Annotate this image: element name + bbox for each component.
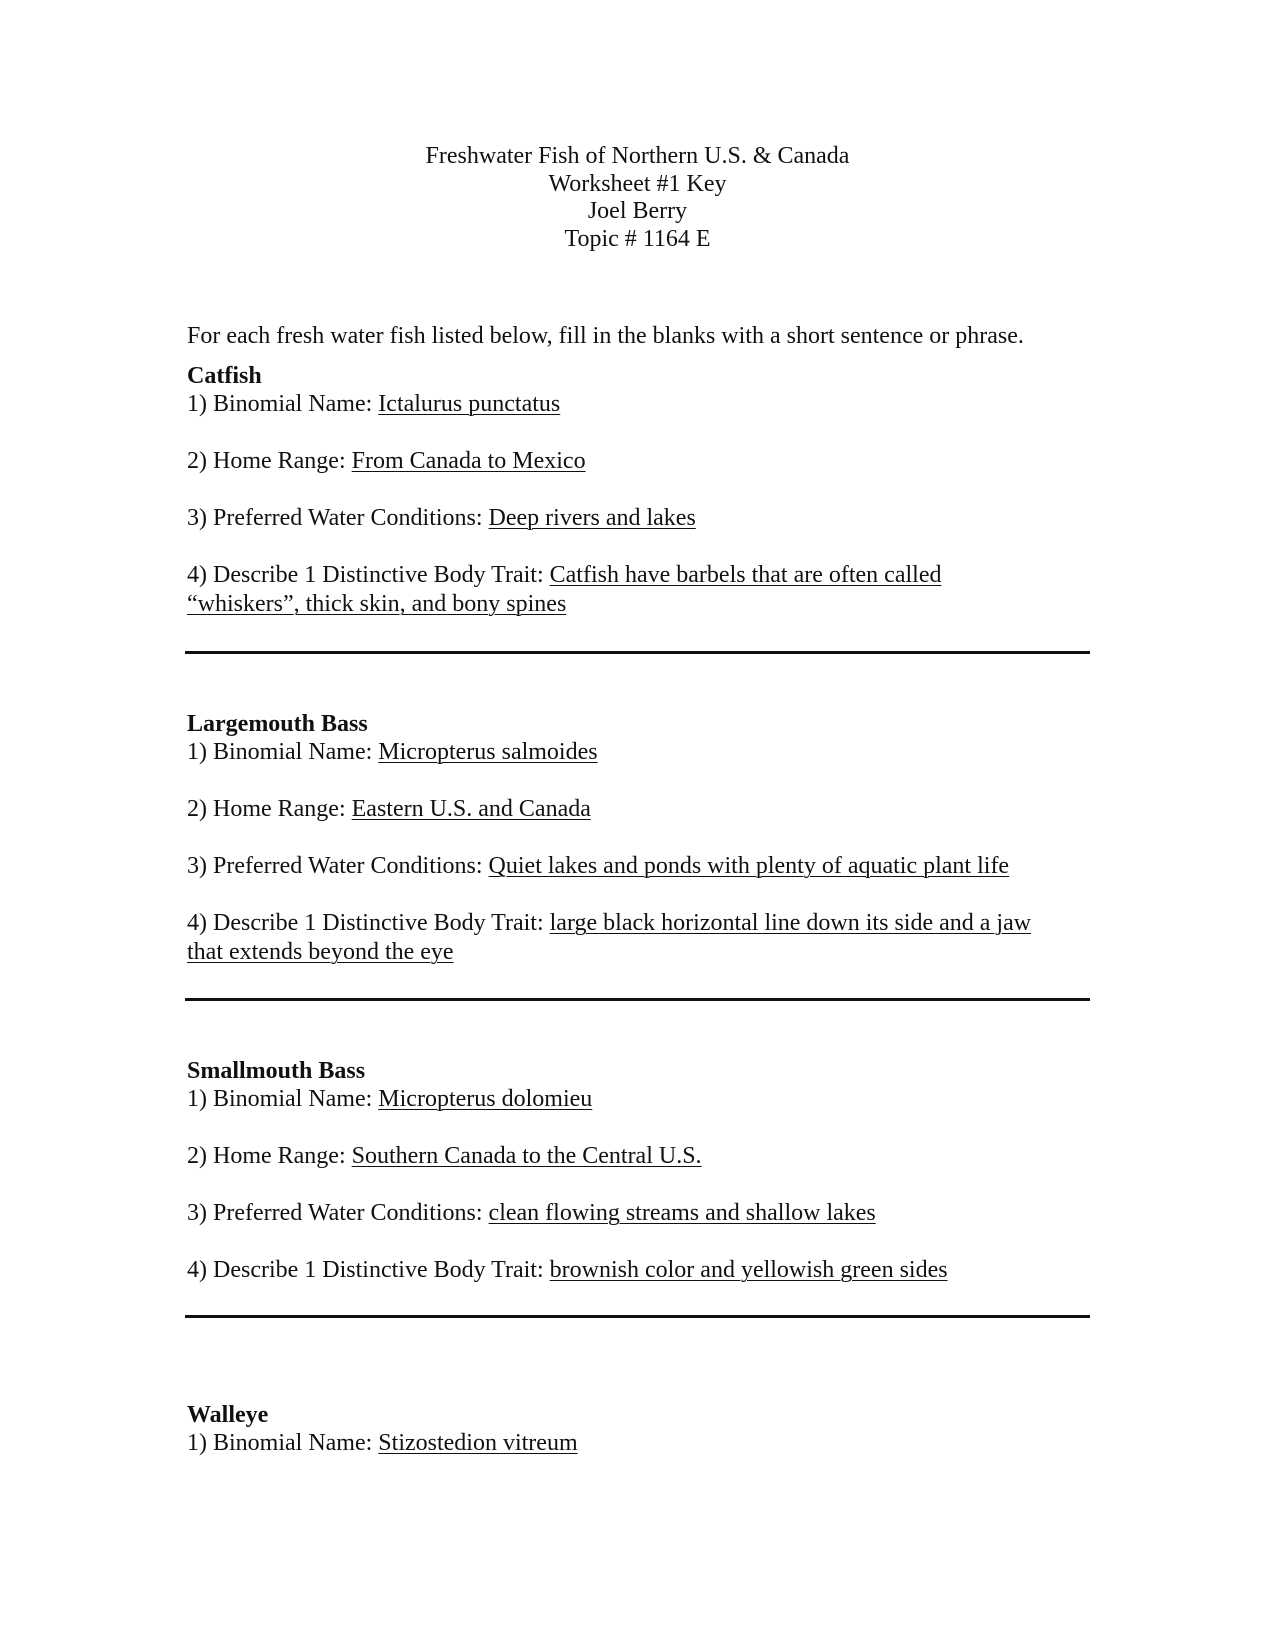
question-water-conditions [187,1199,1087,1228]
question-water-conditions [187,852,1087,881]
answer-text: clean flowing streams and shallow lakes [488,1200,876,1226]
question-home-range [187,1142,1087,1171]
answer-text: Eastern U.S. and Canada [351,796,591,822]
document-title: Freshwater Fish of Northern U.S. & Canada [425,143,850,169]
question-label: 2) Home Range: [187,796,352,822]
topic-number: Topic # 1164 E [564,225,711,252]
question-label: 2) Home Range: [187,448,352,474]
question-body-trait [187,909,1067,967]
answer-text: brownish color and yellowish green sides [549,1257,948,1283]
question-label: 4) Describe 1 Distinctive Body Trait: [187,910,550,936]
question-label: 3) Preferred Water Conditions: [187,505,489,531]
fish-section-walleye [187,1401,1087,1458]
question-binomial-name [187,390,1087,419]
question-body-trait [187,561,957,619]
section-divider [185,1315,1090,1318]
author-name: Joel Berry [587,198,688,224]
question-water-conditions [187,504,1087,533]
worksheet-label: Worksheet #1 Key [548,170,727,197]
document-header [0,143,1275,253]
question-binomial-name [187,738,1087,767]
question-home-range [187,447,1087,476]
answer-text: Ictalurus punctatus [378,391,561,417]
question-label: 2) Home Range: [187,1143,352,1169]
answer-text: Stizostedion vitreum [378,1430,578,1456]
answer-text: Micropterus dolomieu [378,1086,593,1112]
question-label: 1) Binomial Name: [187,1430,379,1456]
question-label: 1) Binomial Name: [187,1086,379,1112]
question-body-trait [187,1256,1087,1285]
answer-text: Southern Canada to the Central U.S. [351,1143,702,1169]
instructions-text: For each fresh water fish listed below, fill in the blanks with a short sentence or phrase. [187,323,1024,349]
fish-section-largemouth-bass [187,710,1087,967]
fish-name: Catfish [187,363,262,389]
question-label: 4) Describe 1 Distinctive Body Trait: [187,1257,550,1283]
answer-text: From Canada to Mexico [351,448,586,474]
question-binomial-name [187,1085,1087,1114]
question-label: 1) Binomial Name: [187,391,379,417]
fish-section-catfish [187,362,1087,619]
question-label: 3) Preferred Water Conditions: [187,853,489,879]
question-label: 1) Binomial Name: [187,739,379,765]
answer-text: Catfish have barbels that are often called “whiskers”, thick skin, and bony spines [187,562,942,617]
question-label: 3) Preferred Water Conditions: [187,1200,489,1226]
fish-section-smallmouth-bass [187,1057,1087,1285]
question-home-range [187,795,1087,824]
answer-text: Quiet lakes and ponds with plenty of aquatic plant life [488,853,1010,879]
question-binomial-name [187,1429,1087,1458]
section-divider [185,651,1090,654]
answer-text: Deep rivers and lakes [488,505,696,531]
fish-name: Walleye [187,1402,269,1428]
fish-name: Smallmouth Bass [187,1058,366,1084]
section-divider [185,998,1090,1001]
question-label: 4) Describe 1 Distinctive Body Trait: [187,562,550,588]
answer-text: large black horizontal line down its side and a jaw that extends beyond the eye [187,910,1032,965]
fish-name: Largemouth Bass [187,711,368,737]
answer-text: Micropterus salmoides [378,739,598,765]
